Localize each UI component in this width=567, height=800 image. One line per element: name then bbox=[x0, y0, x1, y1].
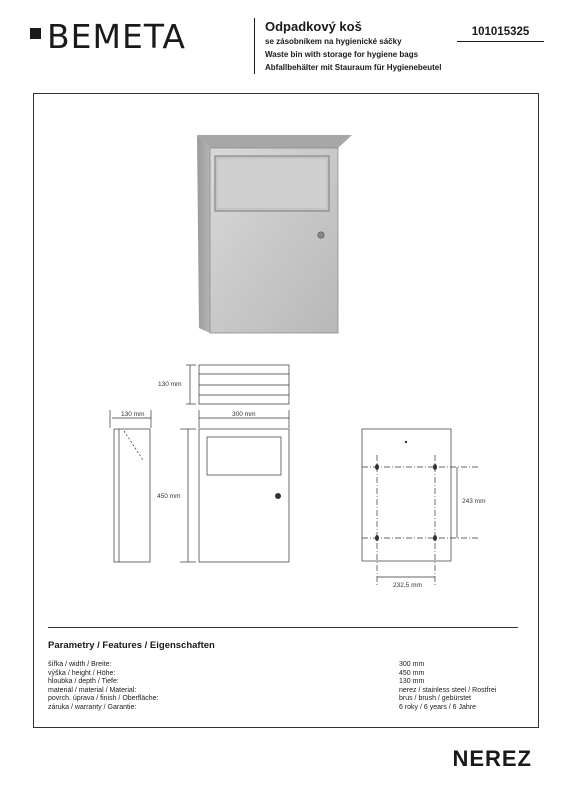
features-title: Parametry / Features / Eigenschaften bbox=[48, 640, 215, 651]
feature-label: výška / height / Höhe: bbox=[48, 669, 116, 677]
dim-hole-horizontal: 232,5 mm bbox=[393, 582, 422, 589]
product-code: 101015325 bbox=[457, 26, 544, 42]
material-label: NEREZ bbox=[452, 746, 532, 771]
dim-height: 450 mm bbox=[157, 493, 181, 500]
top-view bbox=[186, 365, 289, 404]
params-divider bbox=[48, 627, 518, 628]
feature-label: záruka / warranty / Garantie: bbox=[48, 703, 137, 711]
mounting-holes bbox=[375, 441, 437, 541]
feature-value: brus / brush / gebürstet bbox=[399, 695, 471, 703]
dim-depth-side: 130 mm bbox=[121, 411, 145, 418]
feature-value: 300 mm bbox=[399, 661, 425, 668]
product-desc-de: Abfallbehälter mit Stauraum für Hygienebeutel bbox=[265, 63, 442, 72]
feature-value: nerez / stainless steel / Rostfrei bbox=[399, 686, 497, 694]
product-name: Odpadkový koš bbox=[265, 19, 362, 34]
product-desc-cz: se zásobníkem na hygienické sáčky bbox=[265, 37, 402, 46]
logo-text: BEMETA bbox=[47, 17, 186, 56]
product-desc-en: Waste bin with storage for hygiene bags bbox=[265, 50, 419, 59]
dim-hole-vertical: 243 mm bbox=[462, 498, 486, 505]
dim-width: 300 mm bbox=[232, 411, 256, 418]
feature-value: 130 mm bbox=[399, 678, 425, 686]
front-view bbox=[180, 410, 289, 562]
rear-view bbox=[362, 429, 480, 585]
side-view bbox=[110, 410, 151, 562]
features-values bbox=[399, 661, 496, 713]
feature-value: 450 mm bbox=[399, 669, 425, 677]
features-labels bbox=[48, 661, 159, 713]
lock-icon bbox=[275, 493, 281, 499]
feature-value: 6 roky / 6 years / 6 Jahre bbox=[399, 703, 477, 711]
feature-label: šířka / width / Breite: bbox=[48, 661, 112, 668]
feature-label: povrch. úprava / finish / Oberfläche: bbox=[48, 695, 159, 703]
feature-label: materiál / material / Material: bbox=[48, 686, 137, 694]
product-photo bbox=[197, 135, 352, 333]
feature-label: hloubka / depth / Tiefe: bbox=[48, 678, 119, 686]
dim-depth-top: 130 mm bbox=[158, 381, 182, 388]
